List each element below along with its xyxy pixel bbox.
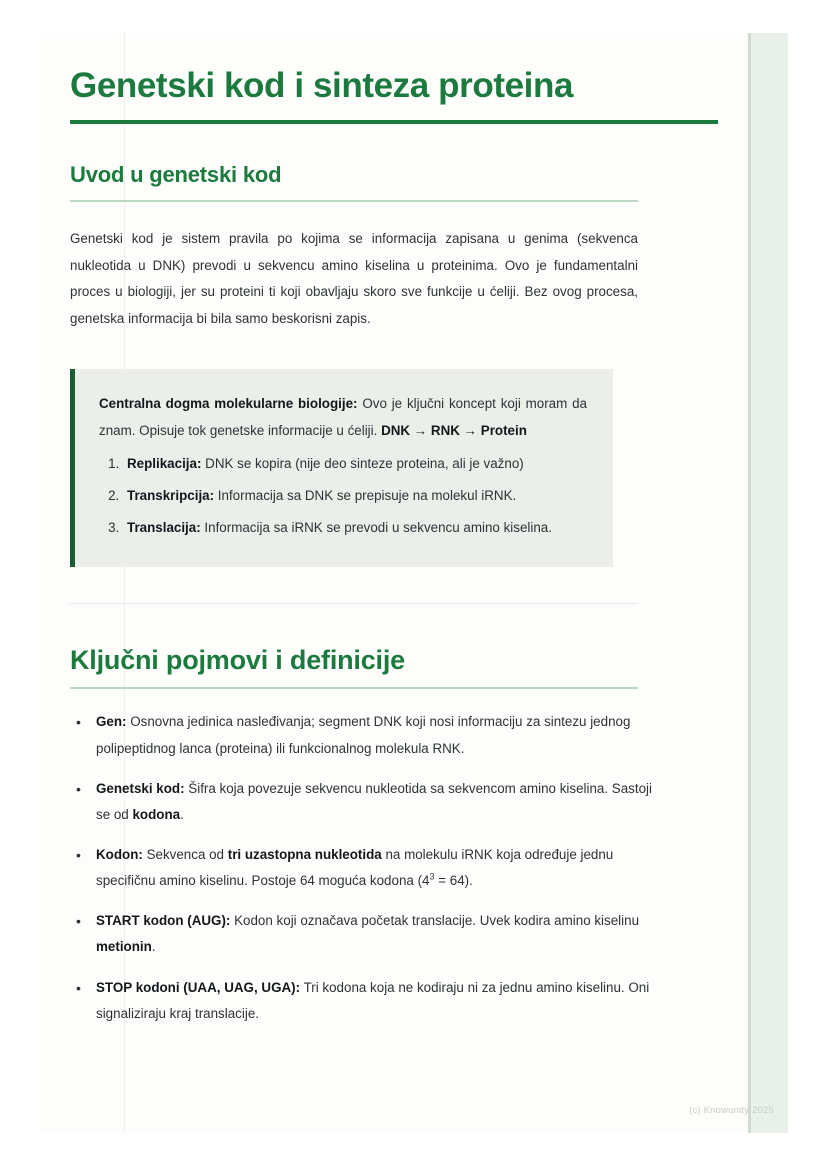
list-item-text: Sekvenca od: [142, 846, 228, 862]
section-heading-intro: Uvod u genetski kod: [70, 162, 282, 188]
list-item-text: Informacija sa iRNK se prevodi u sekvencu amino kiselina.: [200, 519, 552, 535]
list-item: [92, 975, 660, 1027]
callout-ordered-list: [99, 451, 587, 541]
list-item: [123, 515, 587, 541]
list-item-term: Translacija:: [127, 519, 201, 535]
list-item-text-2: .: [180, 806, 184, 822]
document-page: [40, 33, 788, 1133]
list-item-term: START kodon (AUG):: [96, 913, 231, 929]
list-item-text-2: .: [151, 939, 156, 955]
list-item-text: Informacija sa DNK se prepisuje na molekul iRNK.: [214, 487, 517, 503]
page-margin-strip: [748, 33, 788, 1133]
list-item-emphasis: metionin: [96, 939, 152, 955]
list-item-term: Genetski kod:: [96, 780, 185, 796]
callout-lead-rest: Ovo je ključni koncept koji moram da znam. Opisuje tok genetske informacije u ćeliji.: [99, 395, 587, 438]
callout-lead-text: [99, 391, 587, 445]
list-item-text: Osnovna jedinica nasleđivanja; segment DNK koji nosi informaciju za sintezu jednog polipeptidnog lanca (proteina) ili funkcionalnog molekula RNK.: [96, 714, 631, 756]
list-item-emphasis: tri uzastopna nukleotida: [227, 846, 382, 862]
list-item-term: Transkripcija:: [127, 487, 215, 503]
callout-flow: DNK → RNK → Protein: [381, 422, 527, 438]
list-item-term: Gen:: [96, 714, 127, 730]
callout-lead-term: Centralna dogma molekularne biologije:: [99, 395, 358, 411]
list-item-term: Kodon:: [96, 846, 143, 862]
callout-central-dogma: [70, 369, 613, 567]
list-item: [123, 451, 587, 477]
list-item-text-2: na molekulu iRNK koja određuje jednu specifičnu amino kiselinu. Postoje 64 moguća kodona (4: [96, 846, 614, 889]
list-item: [92, 908, 660, 960]
list-item-text: Šifra koja povezuje sekvencu nukleotida sa sekvencom amino kiselina. Sastoji se od: [96, 780, 652, 822]
section-underline-terms: [70, 687, 638, 689]
list-item-text: DNK se kopira (nije deo sinteze proteina, ali je važno): [201, 455, 524, 471]
list-item: [92, 709, 660, 761]
list-item-text: Tri kodona koja ne kodiraju ni za jednu amino kiselinu. Oni signaliziraju kraj translacije.: [96, 979, 650, 1021]
list-item-term: STOP kodoni (UAA, UAG, UGA):: [96, 979, 301, 995]
page-footer-copyright: (c) Knowunity 2025: [689, 1105, 774, 1116]
list-item-term: Replikacija:: [127, 455, 202, 471]
page-title: Genetski kod i sinteza proteina: [70, 66, 574, 105]
list-item: [92, 842, 660, 894]
superscript-exponent: 3: [429, 871, 435, 882]
section-heading-terms: Ključni pojmovi i definicije: [70, 644, 405, 675]
list-item-emphasis: kodona: [132, 806, 181, 822]
list-item-text-3: = 64).: [434, 873, 473, 889]
intro-paragraph: Genetski kod je sistem pravila po kojima se informacija zapisana u genima (sekvenca nukleotida u DNK) prevodi u sekvencu amino kiselina u proteinima. Ovo je fundamentalni proces u biologiji, jer su proteini ti koji obavljaju skoro sve funkcije u ćeliji. Bez ovog procesa, genetska informacija bi bila samo beskorisni zapis.: [70, 230, 638, 327]
list-item: [92, 776, 660, 828]
terms-list: [70, 709, 660, 1026]
list-item-text: Kodon koji označava početak translacije. Uvek kodira amino kiselinu: [230, 913, 640, 929]
document-content: [70, 33, 718, 1027]
list-item: [123, 483, 587, 509]
